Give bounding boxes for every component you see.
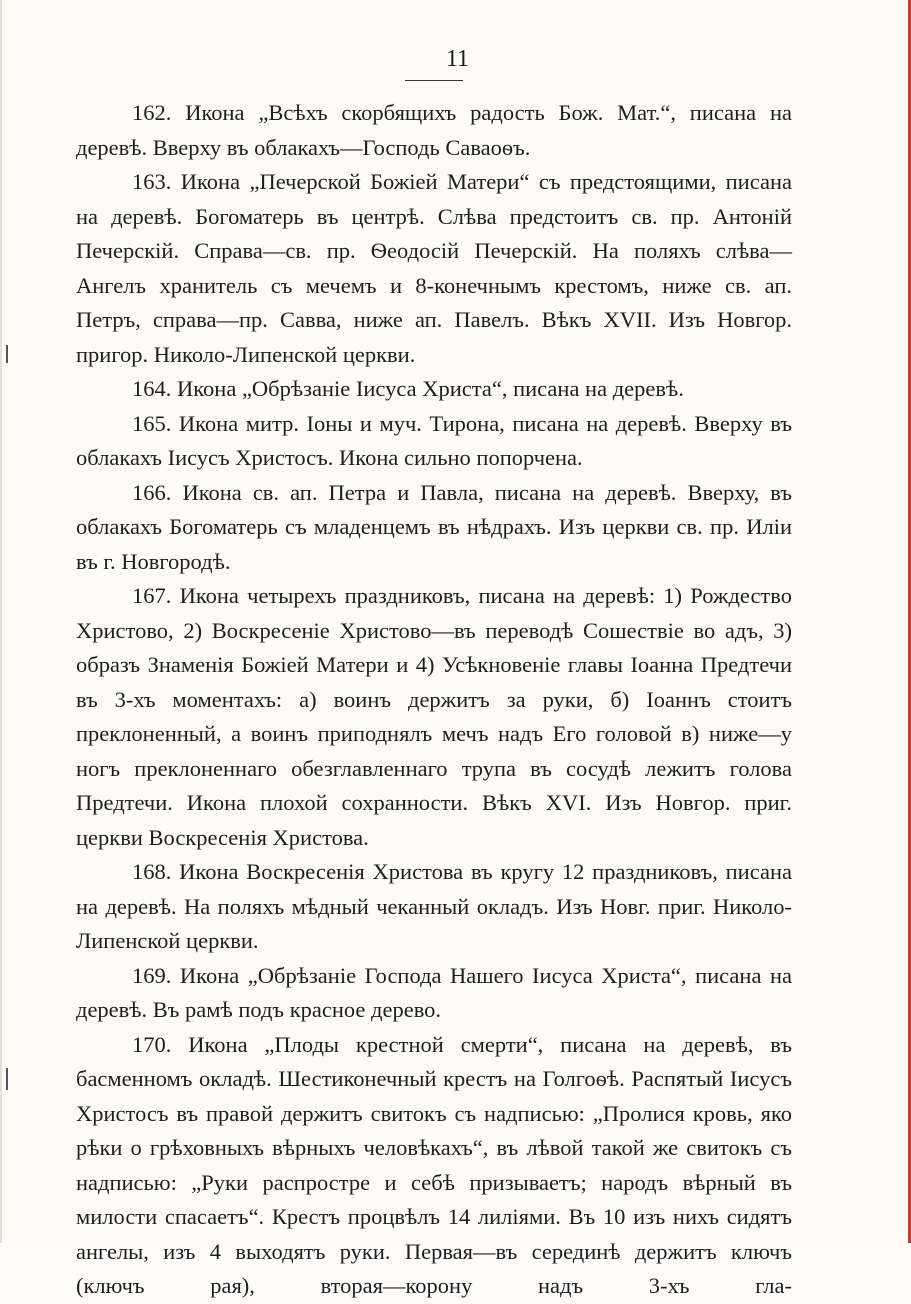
- catalog-entry-163: 163. Икона „Печерской Божіей Матери“ съ предстоящими, писана на деревѣ. Богоматерь въ центрѣ. Слѣва предстоитъ св. пр. Антоній Печерскій. Справа—св. пр. Ѳеодосій Печерскій. На поляхъ слѣва—Ангелъ хранитель съ мечемъ и 8-конечнымъ крестомъ, ниже св. ап. Петръ, справа—пр. Савва, ниже ап. Павелъ. Вѣкъ XVII. Изъ Новгор. пригор. Николо-Липенской церкви.: [76, 169, 792, 367]
- page-number: 11: [445, 46, 470, 72]
- catalog-entry-165: 165. Икона митр. Іоны и муч. Тирона, писана на деревѣ. Вверху въ облакахъ Іисусъ Христосъ. Икона сильно попорчена.: [76, 410, 792, 470]
- margin-mark: [6, 345, 8, 363]
- catalog-entry-162: 162. Икона „Всѣхъ скорбящихъ радость Бож. Мат.“, писана на деревѣ. Вверху въ облакахъ—Господь Саваоѳъ.: [76, 100, 792, 160]
- margin-mark: [6, 1068, 8, 1090]
- catalog-entry-168: 168. Икона Воскресенія Христова въ кругу 12 праздниковъ, писана на деревѣ. На поляхъ мѣдный чеканный окладъ. Изъ Новг. приг. Николо-Липенской церкви.: [76, 859, 792, 953]
- catalog-entry-170: 170. Икона „Плоды крестной смерти“, писана на деревѣ, въ басменномъ окладѣ. Шестиконечный крестъ на Голгоѳѣ. Распятый Іисусъ Христосъ въ правой держитъ свитокъ съ надписью: „Пролися кровь, яко рѣки о грѣховныхъ вѣрныхъ человѣкахъ“, въ лѣвой такой же свитокъ съ надписью: „Руки распростре и себѣ призываетъ; народъ вѣрный въ милости спасаетъ“. Крестъ процвѣлъ 14 лиліями. Въ 10 изъ нихъ сидятъ ангелы, изъ 4 выходятъ руки. Первая—въ серединѣ держитъ ключъ (ключъ рая), вторая—корону надъ 3-хъ гла-: [76, 1031, 792, 1298]
- catalog-entry-169: 169. Икона „Обрѣзаніе Господа Нашего Іисуса Христа“, писана на деревѣ. Въ рамѣ подъ красное дерево.: [76, 962, 792, 1022]
- catalog-entry-164: 164. Икона „Обрѣзаніе Іисуса Христа“, писана на деревѣ.: [132, 376, 684, 401]
- page-number-underline: [405, 80, 463, 81]
- catalog-entry-166: 166. Икона св. ап. Петра и Павла, писана на деревѣ. Вверху, въ облакахъ Богоматерь съ младенцемъ въ нѣдрахъ. Изъ церкви св. пр. Иліи въ г. Новгородѣ.: [76, 479, 792, 574]
- catalog-entry-167: 167. Икона четырехъ праздниковъ, писана на деревѣ: 1) Рождество Христово, 2) Воскресеніе Христово—въ переводѣ Сошествіе во адъ, 3) образъ Знаменія Божіей Матери и 4) Усѣкновеніе главы Іоанна Предтечи въ 3-хъ моментахъ: а) воинъ держитъ за руки, б) Іоаннъ стоитъ преклоненный, а воинъ приподнялъ мечъ надъ Его головой в) ниже—у ногъ преклоненнаго обезглавленнаго трупа въ сосудѣ лежитъ голова Предтечи. Икона плохой сохранности. Вѣкъ XVI. Изъ Новгор. приг. церкви Воскресенія Христова.: [76, 583, 792, 850]
- catalog-text: [76, 96, 792, 1304]
